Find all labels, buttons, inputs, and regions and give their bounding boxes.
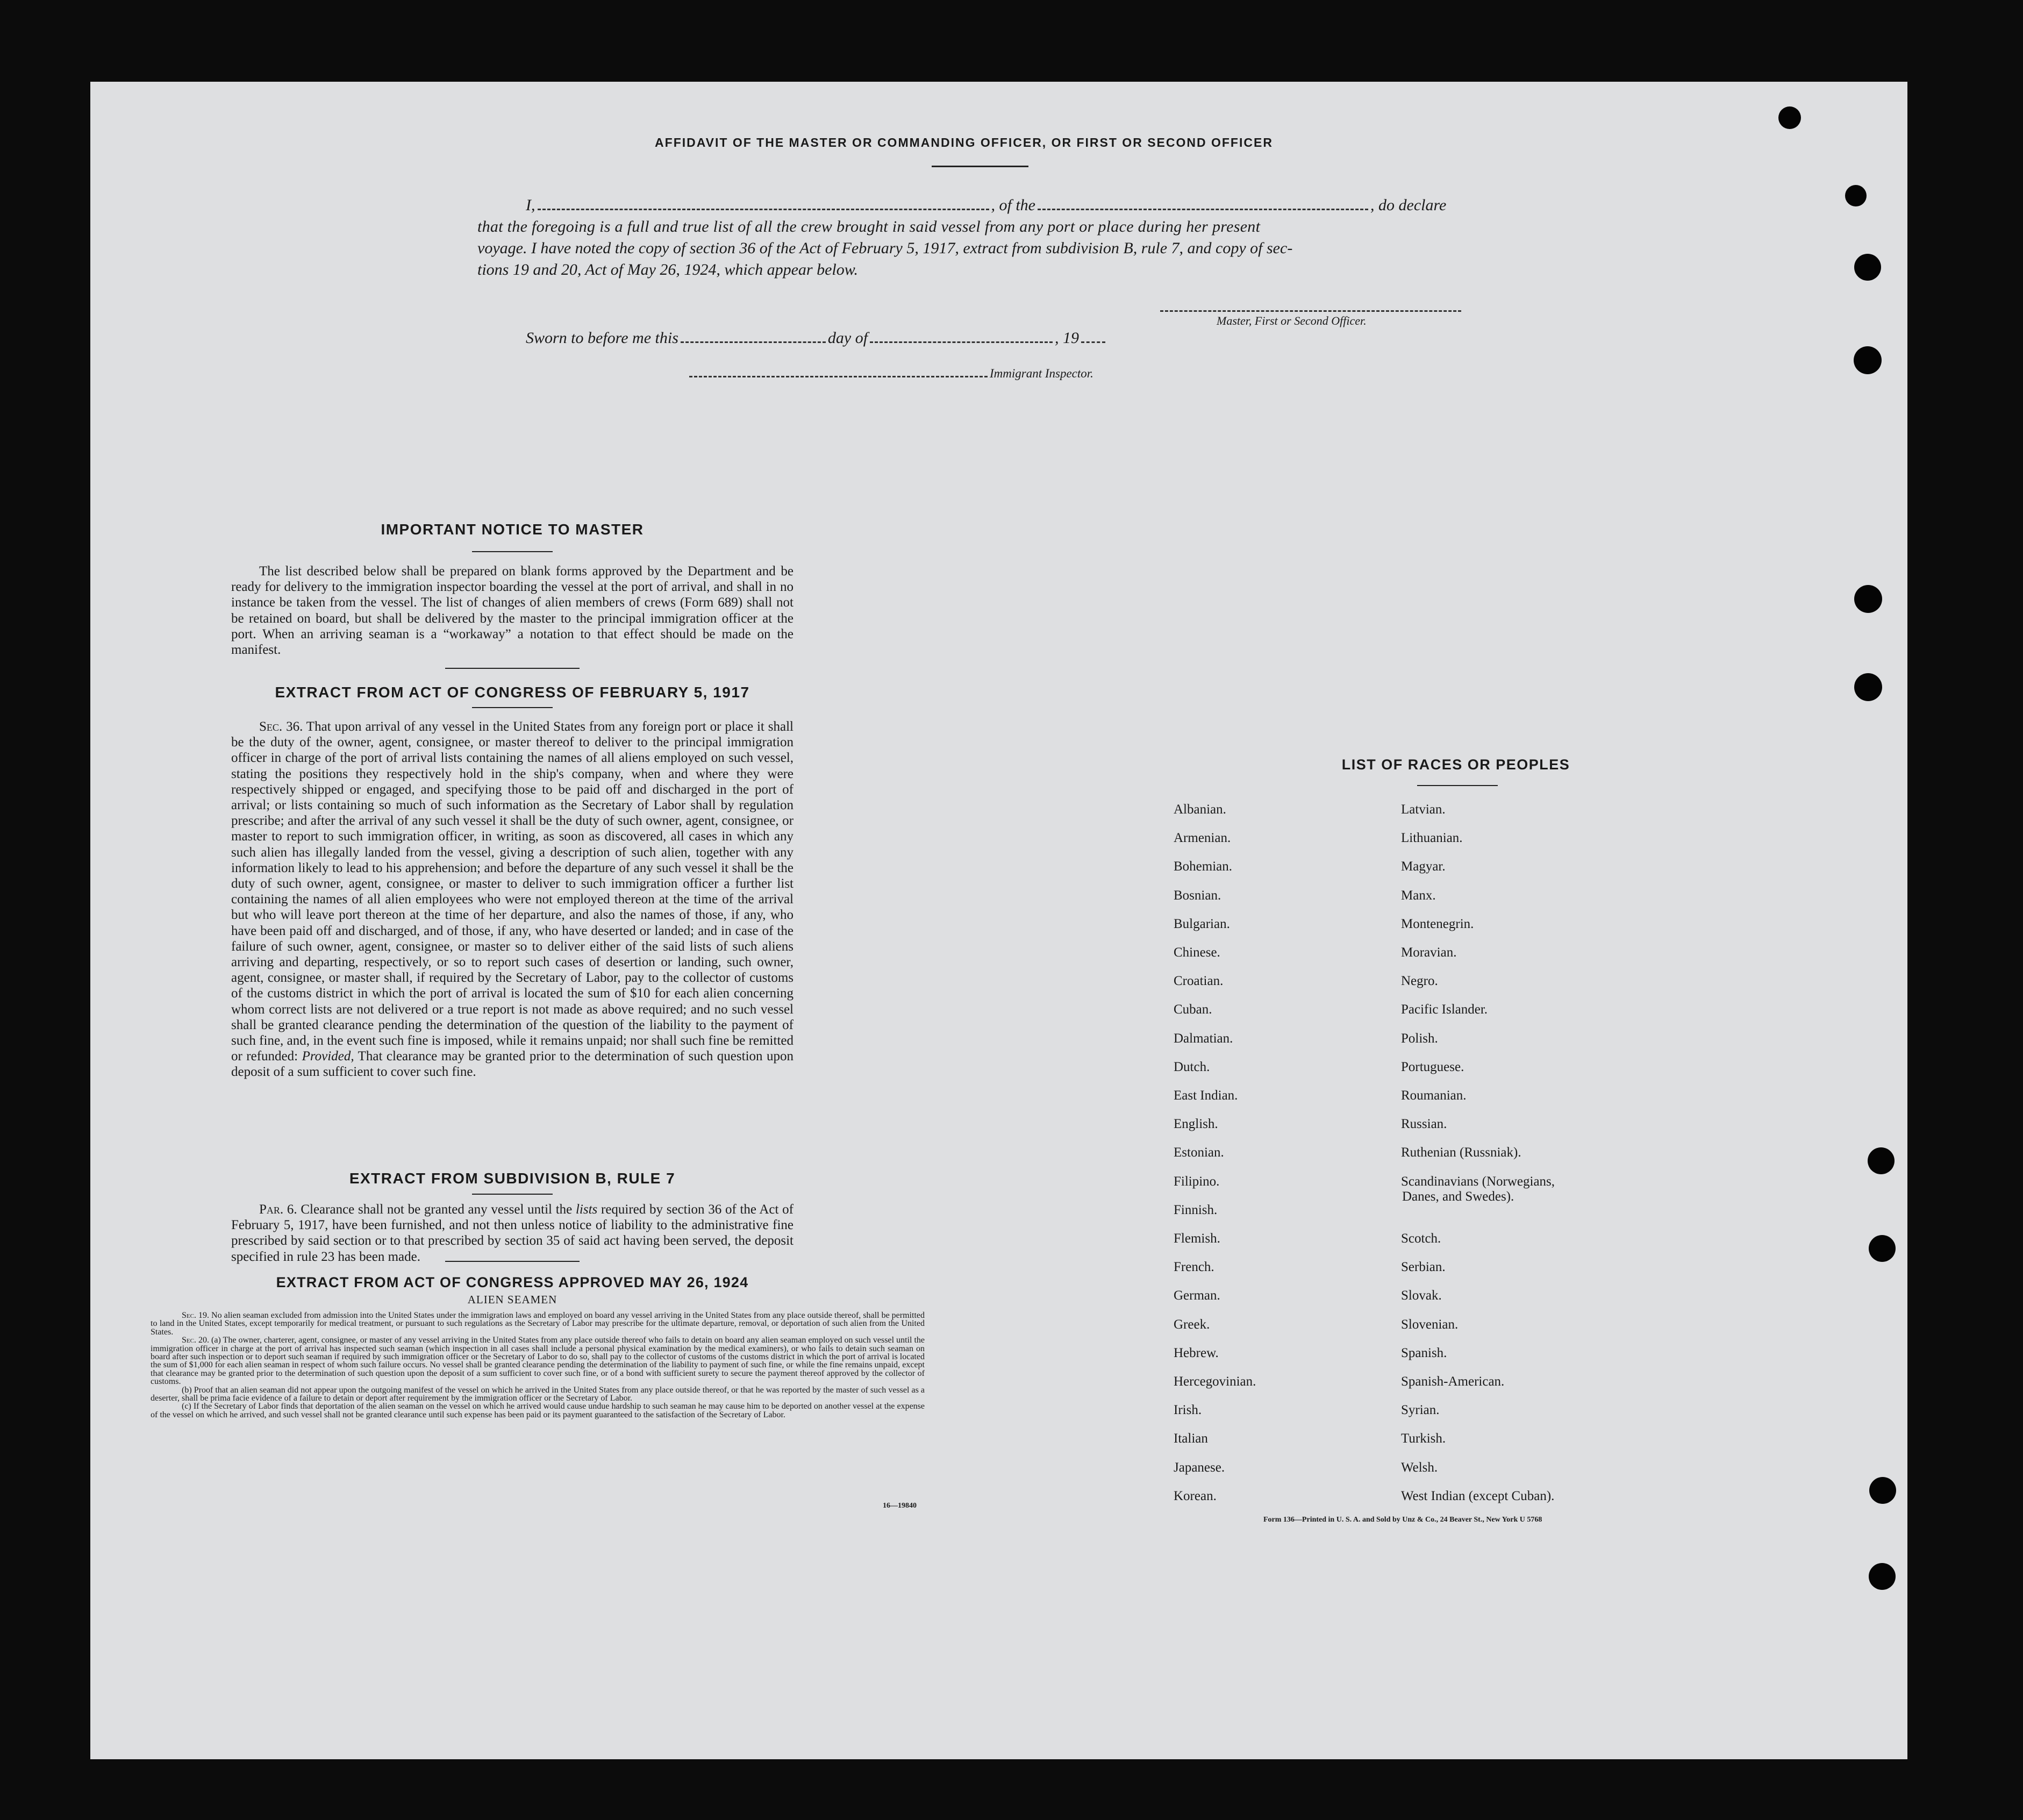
master-signature-line[interactable] <box>1160 310 1461 312</box>
par6-label: Par. 6. <box>259 1202 297 1217</box>
race-item: Hebrew. <box>1174 1345 1219 1360</box>
race-item: Pacific Islander. <box>1401 1002 1488 1017</box>
race-item: Negro. <box>1401 974 1438 989</box>
affidavit-i-label: I, <box>526 196 535 214</box>
race-item: Dutch. <box>1174 1059 1210 1074</box>
sec36-label: Sec. 36. <box>259 719 303 734</box>
race-item: Montenegrin. <box>1401 916 1474 931</box>
punch-hole <box>1854 254 1881 281</box>
race-item: West Indian (except Cuban). <box>1401 1488 1555 1503</box>
race-item: Croatian. <box>1174 974 1224 989</box>
race-item: Syrian. <box>1401 1403 1440 1418</box>
race-item: Serbian. <box>1401 1260 1446 1275</box>
race-item: Dalmatian. <box>1174 1031 1233 1046</box>
race-item: Flemish. <box>1174 1231 1220 1246</box>
affidavit-body <box>477 195 1493 281</box>
race-item: Lithuanian. <box>1401 831 1463 846</box>
rule7-body-a: Clearance shall not be granted any vessel until the <box>301 1202 573 1217</box>
sec19-body: No alien seaman excluded from admission into the United States under the immigration laws and employed on board any vessel arriving in the United States from any place outside thereof, shall be permitted to land in the United States, except temporarily for medical treatment, or pursuant to such regulations as the Secretary of Labor may prescribe for the ultimate departure, removal, or deportation of such alien from the United States. <box>151 1311 925 1337</box>
race-item: Slovak. <box>1401 1288 1442 1303</box>
race-item: Ruthenian (Russniak). <box>1401 1145 1521 1160</box>
races-title: LIST OF RACES OR PEOPLES <box>1341 756 1570 773</box>
notice-title-rule <box>472 551 553 552</box>
sworn-label: Sworn to before me this <box>526 329 678 347</box>
race-item: Korean. <box>1174 1488 1217 1503</box>
document-page <box>90 82 1907 1759</box>
race-item: Bosnian. <box>1174 888 1221 903</box>
inspector-blank[interactable] <box>689 376 988 377</box>
inspector-label: Immigrant Inspector. <box>990 367 1093 380</box>
race-item: French. <box>1174 1260 1214 1275</box>
race-item: Spanish. <box>1401 1345 1447 1360</box>
print-code: 16—19840 <box>883 1502 917 1510</box>
race-item: Bohemian. <box>1174 859 1233 874</box>
affidavit-line3: voyage. I have noted the copy of section 36 of the Act of February 5, 1917, extract from subdivision B, rule 7, and copy of sec- <box>477 239 1293 257</box>
affidavit-line4: tions 19 and 20, Act of May 26, 1924, which appear below. <box>477 261 859 279</box>
of-the-label: , of the <box>991 196 1035 214</box>
race-item: Danes, and Swedes). <box>1402 1189 1514 1204</box>
race-item: Japanese. <box>1174 1460 1225 1475</box>
punch-hole <box>1778 106 1801 129</box>
race-item: Spanish-American. <box>1401 1374 1505 1389</box>
race-item: Greek. <box>1174 1317 1210 1332</box>
extract-1924-title: EXTRACT FROM ACT OF CONGRESS APPROVED MAY 26, 1924 <box>276 1274 749 1290</box>
sec36-body-end: That clearance may be granted prior to the determination of such question upon deposit of a sum sufficient to cover such fine. <box>231 1049 794 1080</box>
race-item: East Indian. <box>1174 1088 1238 1103</box>
punch-hole <box>1869 1235 1896 1262</box>
affidavit-title-rule <box>932 166 1028 167</box>
race-item: Estonian. <box>1174 1145 1224 1160</box>
race-item: Italian <box>1174 1431 1208 1446</box>
lists-word: lists <box>575 1202 598 1217</box>
race-item: Moravian. <box>1401 945 1457 960</box>
notice-paragraph: The list described below shall be prepared on blank forms approved by the Department and be ready for delivery to the immigration inspector boarding the vessel at the port of arrival, and shall in no instance be taken from the vessel. The list of changes of alien members of crews (Form 689) shall not be retained on board, but shall be delivered by the master to the principal immigration officer at the port. When an arriving seaman is a “workaway” a notation to that effect should be made on the manifest. <box>231 564 794 658</box>
sec19-paragraph <box>151 1311 925 1336</box>
punch-hole <box>1869 1563 1896 1590</box>
race-item: Scotch. <box>1401 1231 1441 1246</box>
punch-hole <box>1869 1477 1896 1504</box>
extract-1917-title-rule <box>472 707 553 708</box>
race-item: Roumanian. <box>1401 1088 1467 1103</box>
race-item: Welsh. <box>1401 1460 1438 1475</box>
race-item: German. <box>1174 1288 1220 1303</box>
sec20c-paragraph: (c) If the Secretary of Labor finds that deportation of the alien seaman on the vessel on which he arrived would cause undue hardship to such seaman he may cause him to be deported on another vessel at the expense of the vessel on which he arrived, and such vessel shall not be granted clearance until such expense has been paid or its payment guaranteed to the satisfaction of the Secretary of Labor. <box>151 1402 925 1419</box>
rule7-title: EXTRACT FROM SUBDIVISION B, RULE 7 <box>349 1170 676 1187</box>
notice-end-rule <box>445 668 580 669</box>
race-item: Portuguese. <box>1401 1059 1464 1074</box>
race-item: Bulgarian. <box>1174 916 1230 931</box>
sec36-body: That upon arrival of any vessel in the United States from any foreign port or place it shall be the duty of the owner, agent, consignee, or master thereof to deliver to the principal immigration officer in charge of the port of arrival lists containing the names of all aliens employed on such vessel, stating the positions they respectively hold in the ship's company, when and where they were respectively shipped or engaged, and specifying those to be paid off and discharged in the port of arrival; or lists containing so much of such information as the Secretary of Labor shall by regulation prescribe; and after the arrival of any such vessel it shall be the duty of such owner, agent, consignee, or master to report to such immigration officer, in writing, as soon as discovered, all cases in which any such alien has illegally landed from the vessel, giving a description of such alien, together with any information likely to lead to his apprehension; and before the departure of any such vessel it shall be the duty of such owner, agent, consignee, or master to deliver to such immigration officer a further list containing the names of all alien employees who were not employed thereon at the time of the arrival but who will leave port thereon at the time of her departure, and also the names of those, if any, who have been paid off and discharged, and of those, if any, who have deserted or landed; and in case of the failure of such owner, agent, consignee, or master so to deliver either of the said lists of such aliens arriving and departing, respectively, or so to report such cases of desertion or landing, such owner, agent, consignee, or master shall, if required by the Secretary of Labor, pay to the collector of customs of the customs district in which the port of arrival is located the sum of $10 for each alien concerning whom correct lists are not delivered or a true report is not made as above required; and no such vessel shall be granted clearance pending the determination of the question of the liability to the payment of such fine, and, in the event such fine is imposed, while it remains unpaid; nor shall such fine be remitted or refunded: <box>231 719 794 1064</box>
race-item: Latvian. <box>1401 802 1446 817</box>
provided-word: Provided, <box>302 1049 354 1064</box>
race-item: Chinese. <box>1174 945 1220 960</box>
race-item: Polish. <box>1401 1031 1438 1046</box>
affidavit-line1 <box>477 195 1493 216</box>
race-item: Magyar. <box>1401 859 1446 874</box>
race-item: Manx. <box>1401 888 1436 903</box>
day-of-label: day of <box>827 329 868 347</box>
affidavit-line2: that the foregoing is a full and true list of all the crew brought in said vessel from any port or place during her present <box>477 218 1261 235</box>
race-item: Cuban. <box>1174 1002 1212 1017</box>
notice-text <box>231 563 794 658</box>
affidavit-title: AFFIDAVIT OF THE MASTER OR COMMANDING OFFICER, OR FIRST OR SECOND OFFICER <box>655 135 1273 149</box>
sec20a-body: (a) The owner, charterer, agent, consignee, or master of any vessel arriving in the United States from any place outside thereof who fails to detain on board any alien seaman employed on such vessel until the immigration officer in charge at the port of arrival has inspected such seaman (which inspection in all cases shall include a personal physical examination by the medical examiners), or who fails to detain such seaman on board after such inspection or to deport such seaman if required by such immigration officer or the Secretary of Labor to do so, shall pay to the collector of customs of the customs district in which the port of arrival is located the sum of $1,000 for each alien seaman in respect of whom such failure occurs. No vessel shall be granted clearance pending the determination of the liability to payment of such fine, or while the fine remains unpaid, except that clearance may be granted prior to the determination of such question upon the deposit of a sum sufficient to cover such fine, or of a bond with sufficient surety to secure the payment thereof approved by the collector of customs. <box>151 1336 925 1387</box>
punch-hole <box>1854 346 1882 374</box>
year-label: , 19 <box>1055 329 1080 347</box>
sec19-20-text <box>151 1311 925 1419</box>
do-declare-label: , do declare <box>1370 196 1447 214</box>
race-item: Turkish. <box>1401 1431 1446 1446</box>
punch-hole <box>1845 185 1867 206</box>
sec20b-paragraph: (b) Proof that an alien seaman did not appear upon the outgoing manifest of the vessel on which he arrived in the United States from any place outside thereof, or that he was reported by the master of such vessel as a deserter, shall be prima facie evidence of a failure to detain or deport after requirement by the immigration officer or the Secretary of Labor. <box>151 1385 925 1403</box>
punch-hole <box>1854 585 1882 613</box>
sworn-month-blank[interactable] <box>870 341 1053 343</box>
alien-seamen-subtitle: ALIEN SEAMEN <box>467 1293 557 1306</box>
rule7-text <box>231 1202 794 1265</box>
punch-hole <box>1854 673 1882 701</box>
sec20a-paragraph <box>151 1336 925 1386</box>
name-blank[interactable] <box>538 209 989 210</box>
race-item: Russian. <box>1401 1117 1447 1132</box>
race-item: Irish. <box>1174 1403 1202 1418</box>
race-item: Scandinavians (Norwegians, <box>1401 1174 1555 1189</box>
rule7-body-b: required by section 36 of the Act of February 5, 1917, have been furnished, and not then unless notice of liability to the administrative fine prescribed by said section or to that prescribed by section 35 of said act having been served, the deposit specified in rule 23 has been made. <box>231 1202 794 1264</box>
rule7-title-rule <box>472 1194 553 1195</box>
form-footer: Form 136—Printed in U. S. A. and Sold by Unz & Co., 24 Beaver St., New York U 5768 <box>1263 1516 1542 1524</box>
notice-title: IMPORTANT NOTICE TO MASTER <box>381 521 644 538</box>
punch-hole <box>1868 1147 1895 1174</box>
master-signature-label: Master, First or Second Officer. <box>1217 314 1367 327</box>
race-item: Albanian. <box>1174 802 1226 817</box>
sec20-label: Sec. 20. <box>182 1336 209 1345</box>
vessel-blank[interactable] <box>1038 209 1368 210</box>
races-title-rule <box>1417 785 1498 786</box>
race-item: English. <box>1174 1117 1218 1132</box>
race-item: Filipino. <box>1174 1174 1220 1189</box>
sec36-text <box>231 719 794 1080</box>
inspector-signature-line <box>687 367 1093 381</box>
race-item: Armenian. <box>1174 831 1231 846</box>
race-item: Hercegovinian. <box>1174 1374 1256 1389</box>
sworn-line <box>526 329 1107 347</box>
race-item: Slovenian. <box>1401 1317 1459 1332</box>
sec19-label: Sec. 19. <box>182 1311 209 1320</box>
sworn-day-blank[interactable] <box>681 341 826 343</box>
rule7-end-rule <box>445 1261 580 1262</box>
extract-1917-title: EXTRACT FROM ACT OF CONGRESS OF FEBRUARY 5, 1917 <box>275 684 750 701</box>
race-item: Finnish. <box>1174 1202 1218 1217</box>
sworn-year-blank[interactable] <box>1081 341 1105 343</box>
